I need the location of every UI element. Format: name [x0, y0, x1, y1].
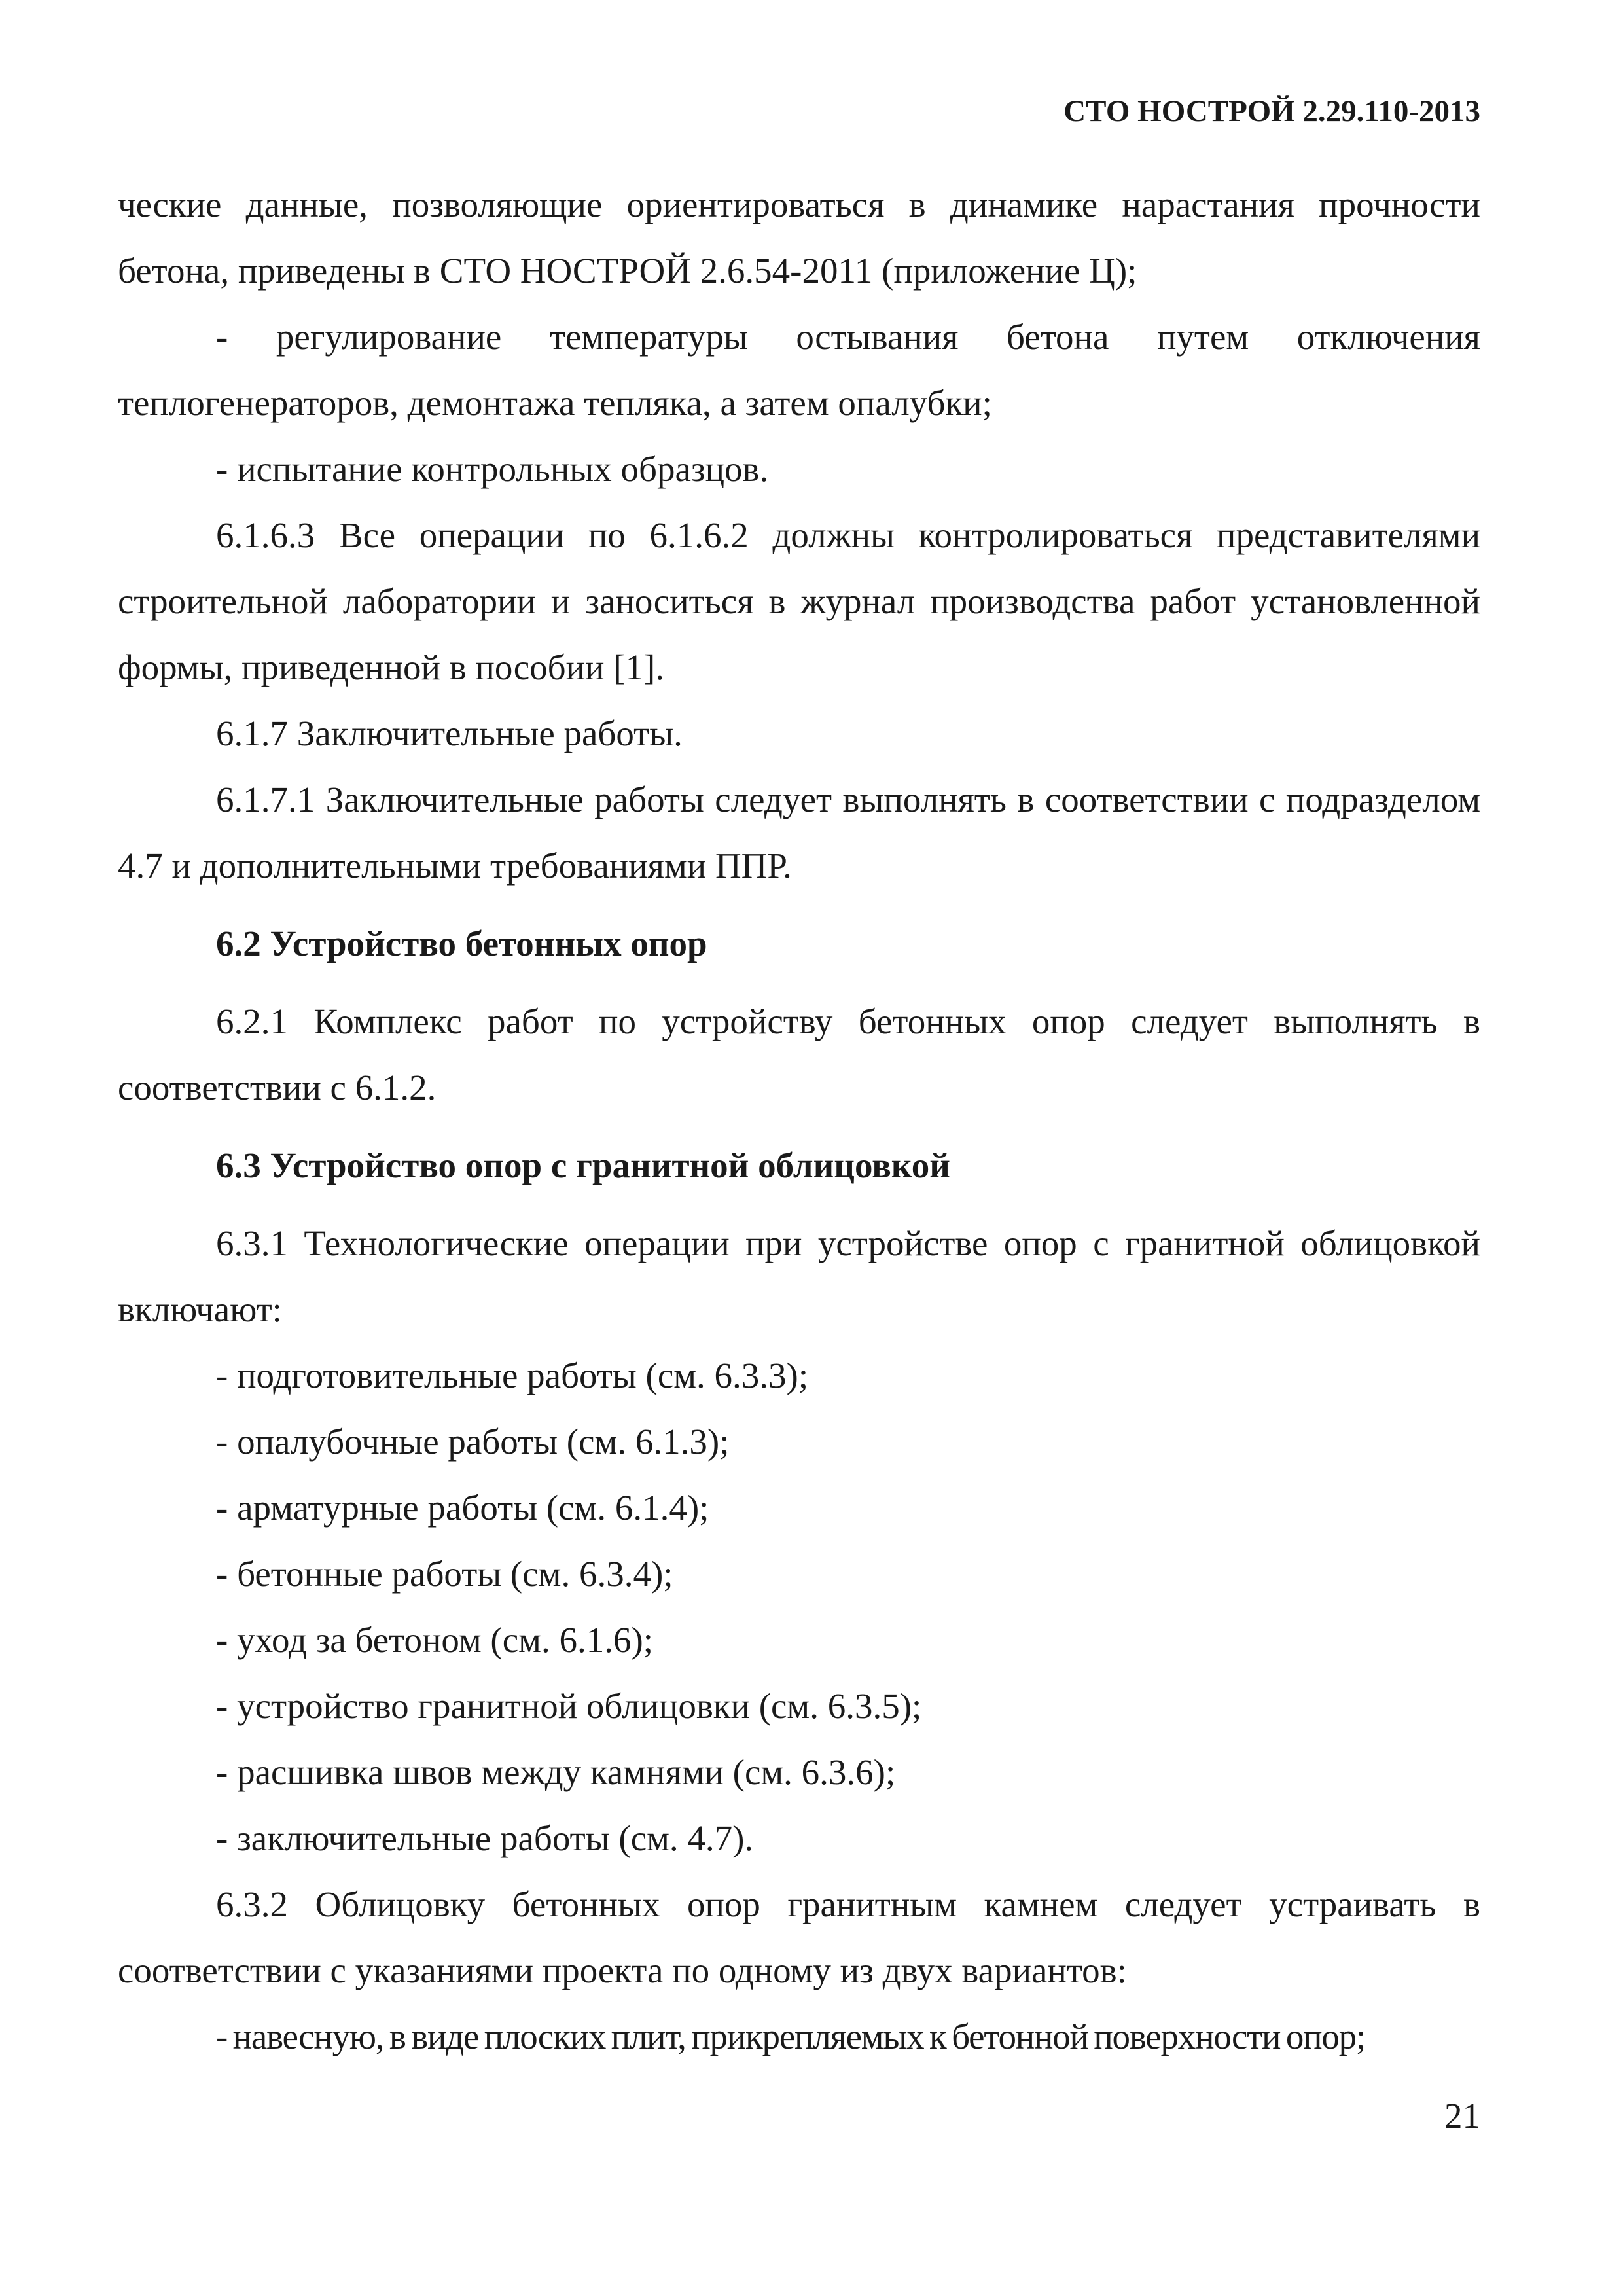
clause-6-1-7: 6.1.7 Заключительные работы.	[216, 713, 683, 753]
clause-6-2-1: 6.2.1 Комплекс работ по устройству бетонных опор следует выполнять в соответствии с 6.1.2.	[118, 1001, 1480, 1107]
paragraph-continuation: ческие данные, позволяющие ориентироваться в динамике нарастания прочности бетона, приведены в СТО НОСТРОЙ 2.6.54-2011 (приложение Ц);	[118, 185, 1480, 291]
section-heading-6-2: 6.2 Устройство бетонных опор	[216, 924, 707, 963]
list-item: - устройство гранитной облицовки (см. 6.3.5);	[216, 1686, 922, 1726]
clause-6-1-6-3: 6.1.6.3 Все операции по 6.1.6.2 должны контролироваться представителями строительной лаборатории и заноситься в журнал производства работ установленной формы, приведенной в пособии [1].	[118, 515, 1480, 687]
clause-6-3-2: 6.3.2 Облицовку бетонных опор гранитным камнем следует устраивать в соответствии с указаниями проекта по одному из двух вариантов:	[118, 1884, 1480, 1990]
list-item-sample-testing: - испытание контрольных образцов.	[216, 449, 769, 489]
list-item: - бетонные работы (см. 6.3.4);	[216, 1554, 673, 1594]
list-item: - подготовительные работы (см. 6.3.3);	[216, 1355, 809, 1395]
list-item: - расшивка швов между камнями (см. 6.3.6);	[216, 1752, 896, 1792]
section-heading-6-3: 6.3 Устройство опор с гранитной облицовкой	[216, 1145, 950, 1185]
page-number: 21	[1444, 2096, 1480, 2136]
clause-6-3-1: 6.3.1 Технологические операции при устройстве опор с гранитной облицовкой включают:	[118, 1223, 1480, 1329]
list-item: - опалубочные работы (см. 6.1.3);	[216, 1422, 730, 1462]
list-item: - уход за бетоном (см. 6.1.6);	[216, 1620, 654, 1660]
list-item: - заключительные работы (см. 4.7).	[216, 1818, 754, 1858]
list-item-temperature-regulation: - регулирование температуры остывания бетона путем отключения теплогенераторов, демонтажа тепляка, а затем опалубки;	[118, 317, 1480, 423]
document-body	[118, 171, 1480, 2070]
clause-6-1-7-1: 6.1.7.1 Заключительные работы следует выполнять в соответствии с подразделом 4.7 и дополнительными требованиями ППР.	[118, 780, 1480, 886]
list-item-hanging-cladding: - навесную, в виде плоских плит, прикрепляемых к бетонной поверхности опор;	[216, 2017, 1366, 2056]
list-item: - арматурные работы (см. 6.1.4);	[216, 1488, 709, 1528]
standard-code-header: СТО НОСТРОЙ 2.29.110-2013	[1063, 94, 1480, 128]
